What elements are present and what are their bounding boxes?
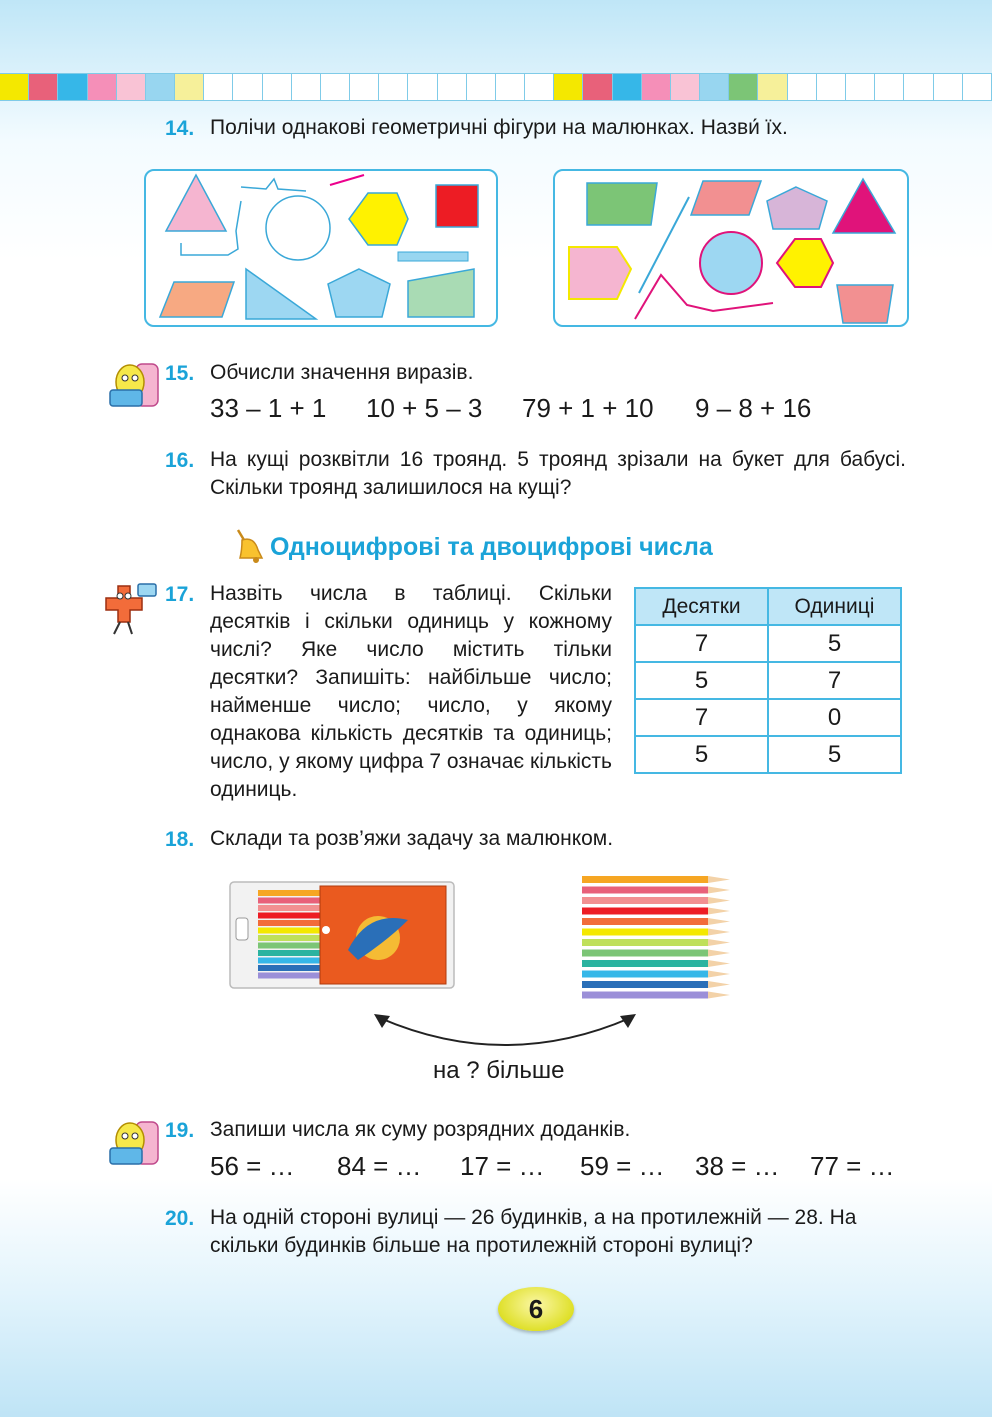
pencil — [582, 992, 708, 999]
pencil-tip — [708, 908, 730, 915]
pentagon-shape — [328, 269, 390, 317]
strip-cell — [875, 74, 904, 100]
expression: 56 = … — [210, 1151, 295, 1181]
table-row — [635, 699, 901, 736]
circle-shape — [266, 196, 330, 260]
section-heading: Одноцифрові та двоцифрові числа — [270, 533, 713, 561]
pencil-tip — [708, 981, 730, 988]
strip-cell — [292, 74, 321, 100]
strip-cell — [934, 74, 963, 100]
shapes-picture-right — [553, 169, 909, 327]
pencil — [258, 958, 322, 964]
backpack-icon — [108, 360, 164, 410]
pencil — [258, 905, 322, 911]
pencil — [258, 950, 322, 956]
pencil — [582, 960, 708, 967]
strip-cell — [963, 74, 992, 100]
pencil — [258, 965, 322, 971]
strip-cell — [175, 74, 204, 100]
table-cell: 5 — [635, 662, 768, 699]
strip-cell — [700, 74, 729, 100]
table-cell: 5 — [768, 625, 901, 662]
task-14-text: Полічи однакові геометричні фігури на малюнках. Назви́ їх. — [210, 116, 788, 139]
task-16-number: 16. — [165, 449, 195, 472]
task-18-text: Склади та розв’яжи задачу за малюнком. — [210, 827, 614, 850]
strip-cell — [146, 74, 175, 100]
task-20-text: На одній стороні вулиці — 26 будинків, а на протилежній — 28. На скільки будинків більше на протилежній стороні вулиці? — [210, 1206, 857, 1257]
strip-cell — [467, 74, 496, 100]
strip-cell — [846, 74, 875, 100]
expression: 10 + 5 – 3 — [366, 393, 483, 423]
pencil-tip — [708, 897, 730, 904]
pencil — [258, 935, 322, 941]
pencil — [582, 876, 708, 883]
pencil-tip — [708, 918, 730, 925]
pencil-tip — [708, 971, 730, 978]
strip-cell — [554, 74, 583, 100]
strip-cell — [117, 74, 146, 100]
table-header: Одиниці — [768, 588, 901, 625]
strip-cell — [88, 74, 117, 100]
pencil — [258, 928, 322, 934]
strip-cell — [350, 74, 379, 100]
backpack-icon — [108, 1118, 164, 1168]
table-row — [635, 736, 901, 773]
task-15-text: Обчисли значення виразів. — [210, 361, 474, 384]
strip-cell — [263, 74, 292, 100]
tens-units-table — [634, 587, 902, 774]
table-cell: 5 — [635, 736, 768, 773]
pencil — [582, 939, 708, 946]
strip-cell — [642, 74, 671, 100]
compare-label: на ? більше — [433, 1057, 565, 1084]
pencil-tip — [708, 939, 730, 946]
parallelogram-shape — [160, 282, 234, 317]
strip-cell — [321, 74, 350, 100]
pencil-tip — [708, 876, 730, 883]
expression: 84 = … — [337, 1151, 422, 1181]
task-16-text: На кущі розквітли 16 троянд. 5 троянд зрізали на букет для бабусі. Скільки троянд залишилося на кущі? — [210, 448, 906, 499]
strip-cell — [438, 74, 467, 100]
pencil-tip — [708, 992, 730, 999]
strip-cell — [758, 74, 787, 100]
expression: 9 – 8 + 16 — [695, 393, 812, 423]
pencil-tip — [708, 887, 730, 894]
table-cell: 7 — [635, 699, 768, 736]
table-row — [635, 662, 901, 699]
strip-cell — [0, 74, 29, 100]
table-cell: 7 — [635, 625, 768, 662]
square-shape — [436, 185, 478, 227]
pencil — [582, 929, 708, 936]
task-15-number: 15. — [165, 362, 195, 385]
strip-cell — [408, 74, 437, 100]
pencil — [258, 890, 322, 896]
strip-cell — [729, 74, 758, 100]
triangle-shape — [166, 175, 226, 231]
pencil — [582, 950, 708, 957]
pencil — [582, 887, 708, 894]
expression: 77 = … — [810, 1151, 895, 1181]
pencil-tip — [708, 950, 730, 957]
strip-cell — [613, 74, 642, 100]
loose-pencils-picture — [580, 872, 734, 1004]
quadrilateral-shape — [408, 269, 474, 317]
pencil — [582, 918, 708, 925]
bell-icon — [232, 528, 268, 564]
strip-cell — [233, 74, 262, 100]
expression: 33 – 1 + 1 — [210, 393, 327, 423]
pencil — [258, 898, 322, 904]
page-number: 6 — [498, 1287, 574, 1331]
pencil — [258, 913, 322, 919]
strip-cell — [379, 74, 408, 100]
table-cell: 0 — [768, 699, 901, 736]
task-19-number: 19. — [165, 1119, 195, 1142]
pencil — [258, 973, 322, 979]
strip-cell — [525, 74, 554, 100]
pencil-pack-picture — [228, 880, 456, 990]
task-18-number: 18. — [165, 828, 195, 851]
table-row — [635, 625, 901, 662]
color-strip — [0, 73, 992, 101]
expression: 59 = … — [580, 1151, 665, 1181]
strip-cell — [496, 74, 525, 100]
pencil-tip — [708, 960, 730, 967]
strip-cell — [29, 74, 58, 100]
strip-cell — [904, 74, 933, 100]
task-17-number: 17. — [165, 583, 195, 606]
strip-cell — [817, 74, 846, 100]
strip-cell — [583, 74, 612, 100]
expression: 38 = … — [695, 1151, 780, 1181]
pencil — [582, 897, 708, 904]
table-cell: 7 — [768, 662, 901, 699]
shapes-picture-left — [144, 169, 498, 327]
strip-cell — [671, 74, 700, 100]
right-triangle-shape — [246, 269, 316, 319]
task-17-text: Назвіть числа в таблиці. Скільки десятків і скільки одиниць у кожному числі? Яке число містить тільки десятки? Запишіть: найбільше число; найменше число; число, у якому однакова кількість десятків та одиниць; число, у якому цифра 7 означає кількість одиниць. — [210, 582, 612, 801]
task-14-number: 14. — [165, 117, 195, 140]
expression: 17 = … — [460, 1151, 545, 1181]
hexagon-shape — [349, 193, 408, 245]
task-19-text: Запиши числа як суму розрядних доданків. — [210, 1118, 631, 1141]
pencil — [582, 981, 708, 988]
pencil — [582, 971, 708, 978]
task-20-number: 20. — [165, 1207, 195, 1230]
expression: 79 + 1 + 10 — [522, 393, 654, 423]
strip-cell — [788, 74, 817, 100]
table-cell: 5 — [768, 736, 901, 773]
comparison-arrow-icon — [370, 1004, 640, 1054]
strip-cell — [204, 74, 233, 100]
pencil — [258, 943, 322, 949]
pencil — [258, 920, 322, 926]
pencil-tip — [708, 929, 730, 936]
table-header: Десятки — [635, 588, 768, 625]
plus-mascot-icon — [100, 578, 160, 638]
strip-cell — [58, 74, 87, 100]
pencil — [582, 908, 708, 915]
